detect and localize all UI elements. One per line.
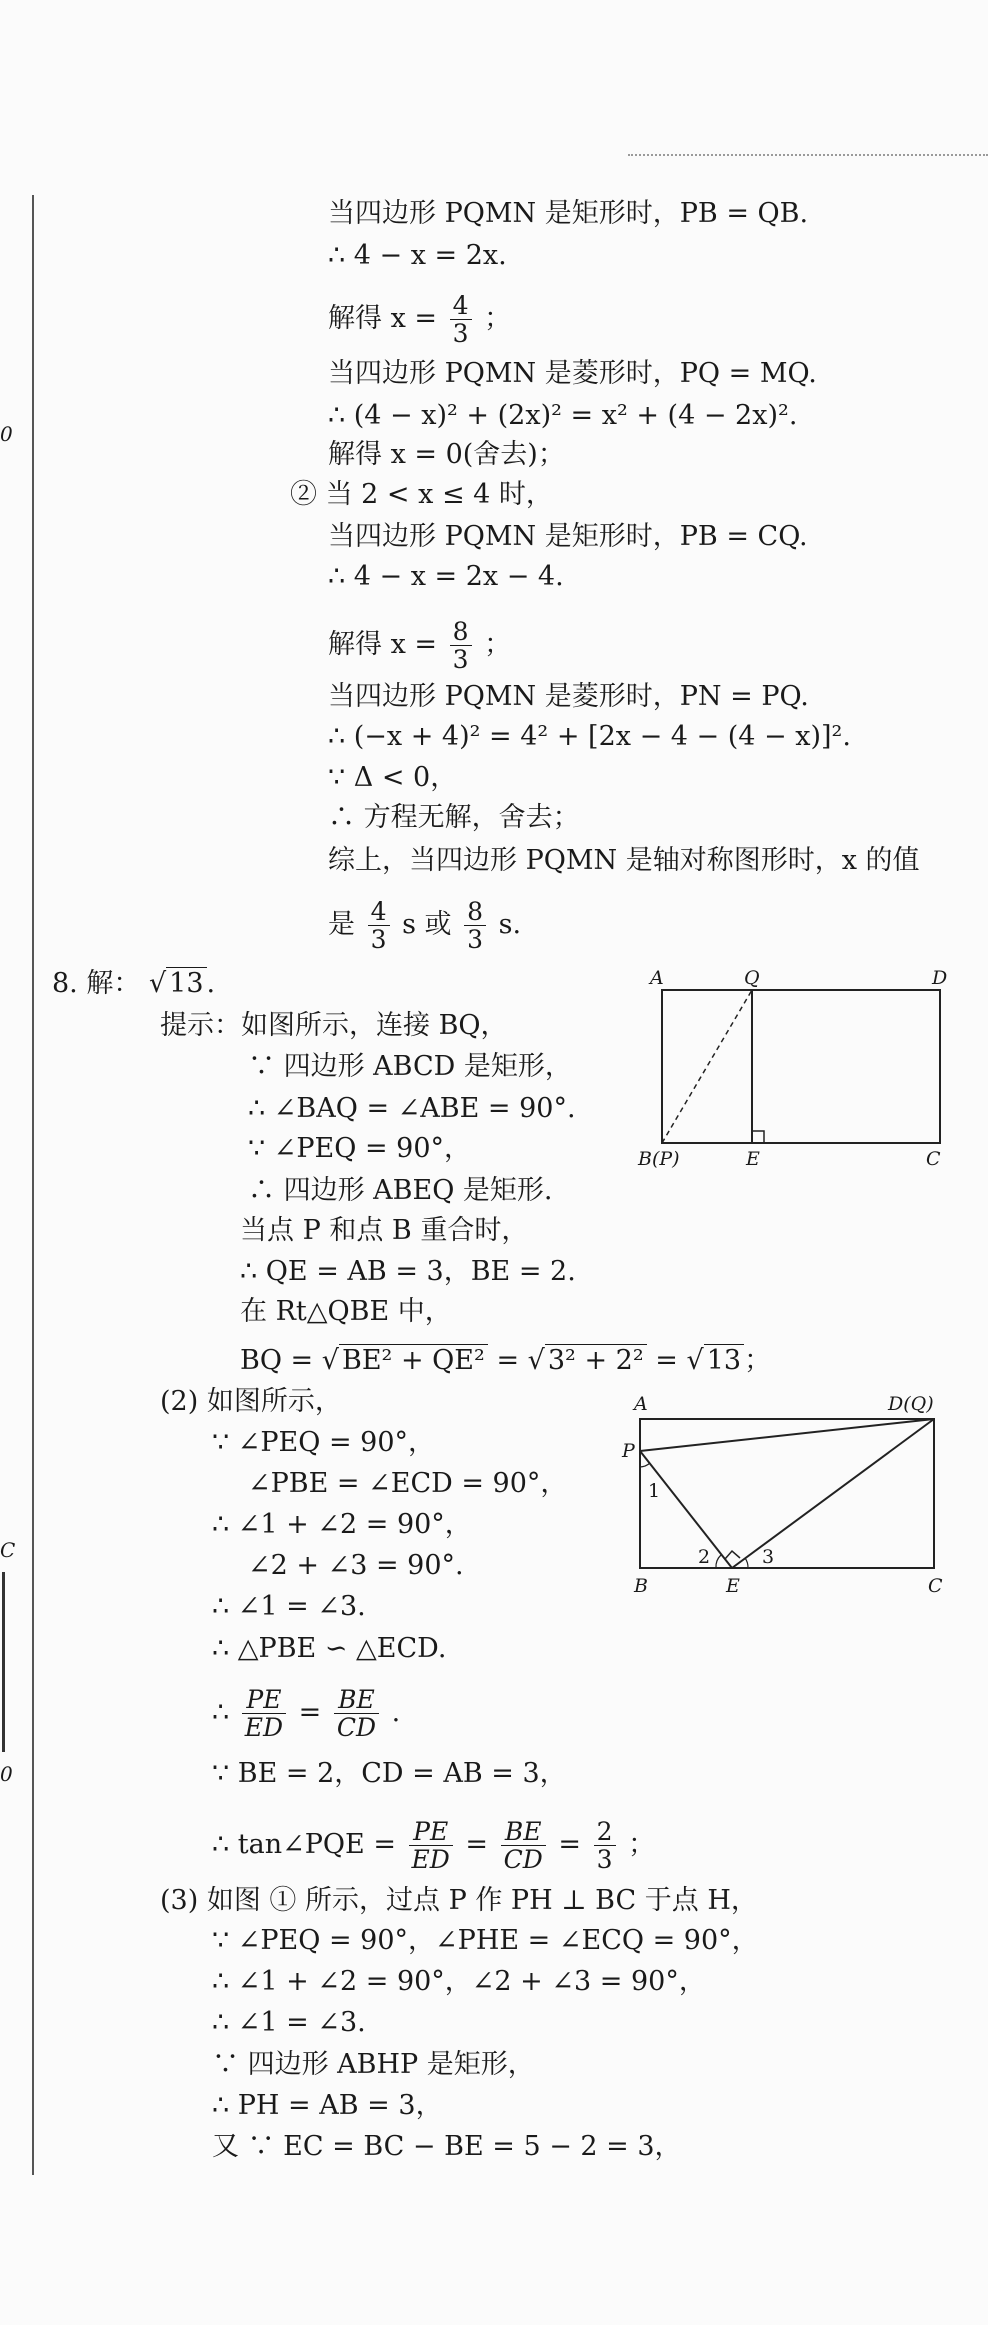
- fraction: [450, 618, 472, 673]
- numerator: 4: [368, 898, 390, 926]
- text-line: [328, 898, 521, 953]
- label-d: D: [932, 967, 948, 989]
- fraction: [409, 1818, 453, 1873]
- text-line: ∴ ∠BAQ = ∠ABE = 90°.: [248, 1093, 576, 1124]
- text-line: ∠PBE = ∠ECD = 90°，: [248, 1468, 568, 1499]
- text-line: ∵ 四边形 ABHP 是矩形，: [212, 2049, 535, 2080]
- numerator: BE: [334, 1686, 379, 1714]
- text: s 或: [402, 909, 452, 940]
- text-line: ∴ ∠1 + ∠2 = 90°，∠2 + ∠3 = 90°，: [212, 1966, 706, 1997]
- text: s.: [498, 909, 522, 940]
- text-line: ∠2 + ∠3 = 90°.: [248, 1550, 464, 1581]
- text: ；: [484, 303, 512, 334]
- denominator: 3: [596, 1845, 613, 1874]
- text: BQ =: [240, 1345, 314, 1376]
- text-line: ∴ 4 − x = 2x − 4.: [328, 561, 564, 592]
- text-line: 当四边形 PQMN 是矩形时，PB = QB.: [328, 198, 809, 229]
- numerator: 8: [450, 618, 472, 646]
- header-dotted-rule: [628, 154, 988, 156]
- label-a: A: [634, 1393, 648, 1415]
- sqrt-sign: √: [686, 1345, 704, 1376]
- sqrt-sign: √: [527, 1345, 545, 1376]
- text: =: [558, 1829, 582, 1860]
- text: .: [206, 968, 216, 999]
- margin-mark: C: [0, 1538, 16, 1562]
- text-line: ∴ 方程无解，舍去；: [328, 802, 580, 833]
- text-line: 又 ∵ EC = BC − BE = 5 − 2 = 3，: [212, 2131, 682, 2162]
- label-a: A: [650, 967, 664, 989]
- text: =: [465, 1829, 489, 1860]
- segment-pd: [640, 1419, 934, 1451]
- margin-mark: 0: [0, 422, 13, 446]
- text: 是: [328, 909, 355, 940]
- label-angle-3: 3: [762, 1546, 775, 1568]
- fraction: [334, 1686, 379, 1741]
- label-angle-1: 1: [648, 1480, 661, 1502]
- text-line: 解得 x = 0(舍去)；: [328, 439, 565, 470]
- denominator: CD: [336, 1713, 377, 1742]
- sqrt-radicand: BE² + QE²: [339, 1344, 488, 1376]
- text-line: [240, 1342, 771, 1380]
- segment-bq-dashed: [662, 990, 752, 1143]
- numerator: 4: [450, 292, 472, 320]
- fraction: [594, 1818, 616, 1873]
- angle-arc-1: [640, 1463, 650, 1467]
- text-line: ∴ (4 − x)² + (2x)² = x² + (4 − 2x)².: [328, 400, 798, 431]
- right-angle-mark: [725, 1551, 740, 1559]
- label-p: P: [622, 1440, 635, 1462]
- segment-pe: [640, 1451, 732, 1568]
- text: 解得 x =: [328, 629, 438, 660]
- fraction: [450, 292, 472, 347]
- text-line: 当四边形 PQMN 是菱形时，PQ = MQ.: [328, 358, 817, 389]
- text-line: ∴ ∠1 = ∠3.: [212, 1591, 366, 1622]
- fraction: [501, 1818, 546, 1873]
- text-line: 在 Rt△QBE 中，: [240, 1296, 452, 1327]
- text-line: ∴ △PBE ∽ △ECD.: [212, 1633, 447, 1664]
- text-line: ∵ Δ < 0，: [328, 762, 458, 793]
- text: ；: [484, 629, 512, 660]
- text-line: (3) 如图 ① 所示，过点 P 作 PH ⊥ BC 于点 H，: [160, 1885, 758, 1916]
- text-line: 提示：如图所示，连接 BQ，: [160, 1010, 508, 1041]
- sqrt-sign: √: [148, 968, 167, 999]
- label-c: C: [926, 1148, 941, 1170]
- sqrt-radicand: 13: [166, 967, 206, 999]
- numerator: BE: [501, 1818, 546, 1846]
- text: =: [655, 1345, 678, 1376]
- denominator: ED: [411, 1845, 450, 1874]
- text: =: [496, 1345, 520, 1376]
- figure-rectangle-abcd-1: [620, 960, 960, 1175]
- numerator: PE: [409, 1818, 453, 1846]
- denominator: 3: [452, 645, 469, 674]
- angle-arc-2: [716, 1555, 721, 1568]
- label-e: E: [746, 1148, 760, 1170]
- text-line: ∴ QE = AB = 3，BE = 2.: [240, 1256, 576, 1287]
- text: ∴: [212, 1697, 230, 1728]
- text: =: [298, 1697, 322, 1728]
- text-line: 当四边形 PQMN 是矩形时，PB = CQ.: [328, 521, 808, 552]
- fraction: [368, 898, 390, 953]
- label-bp: B(P): [638, 1148, 680, 1170]
- label-dq: D(Q): [888, 1393, 934, 1415]
- sqrt-radicand: 3² + 2²: [545, 1344, 647, 1376]
- label-c: C: [928, 1575, 943, 1597]
- text-line: [328, 618, 511, 673]
- fraction: [242, 1686, 286, 1741]
- text-line: ∵ ∠PEQ = 90°，∠PHE = ∠ECQ = 90°，: [212, 1925, 759, 1956]
- label-e: E: [726, 1575, 740, 1597]
- binding-line: [32, 195, 34, 2175]
- margin-mark: 0: [0, 1762, 13, 1786]
- text-line: ∴ 四边形 ABEQ 是矩形.: [248, 1175, 553, 1206]
- text-line: ∵ ∠PEQ = 90°，: [212, 1427, 436, 1458]
- label-angle-2: 2: [698, 1546, 711, 1568]
- margin-bar: [2, 1572, 5, 1752]
- numerator: 8: [464, 898, 486, 926]
- denominator: 3: [370, 925, 387, 954]
- rectangle: [640, 1419, 934, 1568]
- figure-rectangle-abcd-2: [620, 1385, 960, 1600]
- sqrt-radicand: 13: [704, 1344, 744, 1376]
- text-line: ∵ BE = 2，CD = AB = 3，: [212, 1758, 567, 1789]
- text-line: [212, 1686, 400, 1741]
- denominator: ED: [244, 1713, 284, 1742]
- text: 解得 x =: [328, 303, 438, 334]
- denominator: CD: [503, 1845, 543, 1874]
- text: 8. 解：: [52, 968, 141, 999]
- text: ∴ tan∠PQE =: [212, 1829, 396, 1860]
- numerator: 2: [594, 1818, 616, 1846]
- label-b: B: [634, 1575, 648, 1597]
- text-line: ∴ ∠1 + ∠2 = 90°，: [212, 1509, 472, 1540]
- denominator: 3: [452, 319, 469, 348]
- sqrt-sign: √: [321, 1345, 339, 1376]
- text-line: ∵ ∠PEQ = 90°，: [248, 1133, 472, 1164]
- text-line: ∴ (−x + 4)² = 4² + [2x − 4 − (4 − x)]².: [328, 721, 851, 752]
- label-q: Q: [744, 967, 760, 989]
- denominator: 3: [467, 925, 484, 954]
- text: .: [391, 1697, 401, 1728]
- text-line: ∴ ∠1 = ∠3.: [212, 2007, 366, 2038]
- question-number: [52, 965, 215, 1003]
- text-line: 当四边形 PQMN 是菱形时，PN = PQ.: [328, 681, 809, 712]
- text-line: 综上，当四边形 PQMN 是轴对称图形时，x 的值: [328, 845, 920, 876]
- numerator: PE: [242, 1686, 286, 1714]
- text-line: [328, 292, 511, 347]
- text-line: 当点 P 和点 B 重合时，: [240, 1215, 529, 1246]
- rectangle: [662, 990, 940, 1143]
- text-line: (2) 如图所示，: [160, 1386, 342, 1417]
- text-line: ∵ 四边形 ABCD 是矩形，: [248, 1051, 572, 1082]
- angle-arc-3: [745, 1558, 748, 1568]
- text-line: ∴ PH = AB = 3，: [212, 2090, 443, 2121]
- text-line: [212, 1818, 655, 1873]
- text: ；: [628, 1829, 656, 1860]
- right-angle-mark: [752, 1131, 764, 1143]
- text-line: ∴ 4 − x = 2x.: [328, 240, 507, 271]
- text-line: ② 当 2 < x ≤ 4 时，: [290, 479, 553, 510]
- fraction: [464, 898, 486, 953]
- text: ；: [744, 1345, 772, 1376]
